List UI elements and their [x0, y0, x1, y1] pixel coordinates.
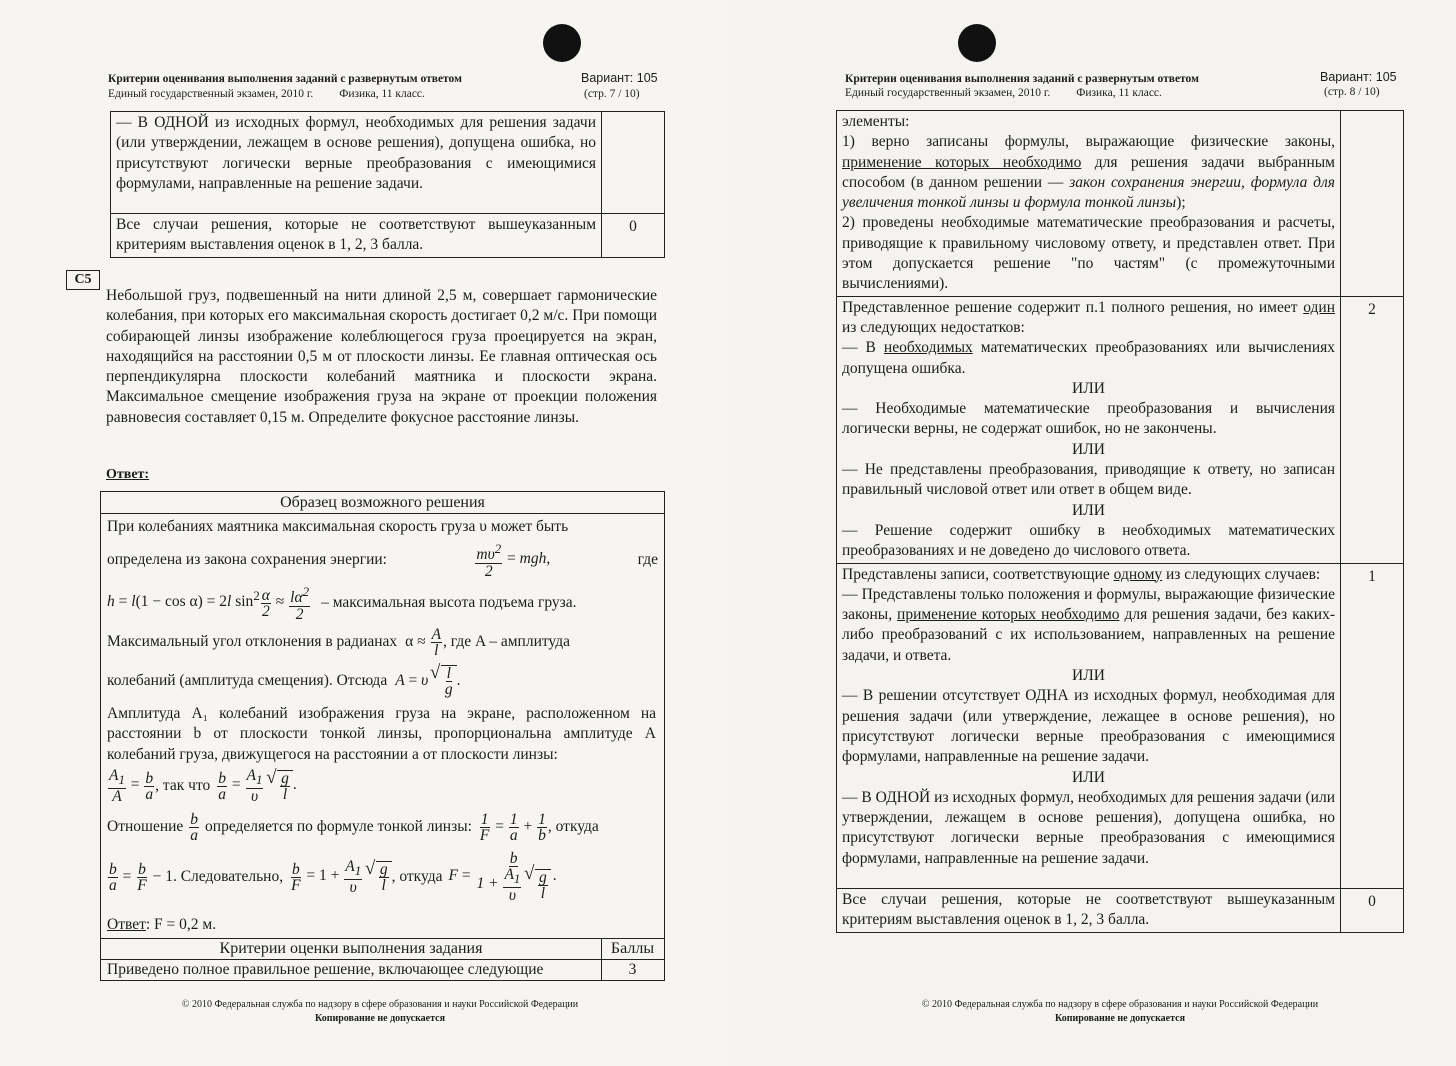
- header-title: Критерии оценивания выполнения заданий с развернутым ответом: [108, 73, 462, 85]
- solution-line: [107, 540, 658, 580]
- criteria-points: 0: [602, 214, 665, 258]
- criteria-text: из следующих недостатков:: [842, 318, 1025, 336]
- emphasis: одному: [1113, 565, 1163, 583]
- criteria-text: — Необходимые математические преобразования и вычисления логически верны, не содержат ошибок, но не закончены.: [842, 400, 1335, 438]
- criteria-text: — В ОДНОЙ из исходных формул, необходимых для решения задачи (или утверждении, лежащем в основе решения), допущена ошибка, но присутствуют логически верные преобразования с имеющимися формулами, направленные на решение задачи.: [842, 788, 1335, 867]
- criteria-text: для решения задачи, без каких-либо преобразований с их использованием, направленных на решение задачи, и ответа.: [842, 606, 1335, 664]
- criteria-text: Все случаи решения, которые не соответствуют вышеуказанным критериям выставления оценок в 1, 2, 3 балла.: [111, 214, 602, 258]
- criteria-table-continued: [110, 111, 665, 258]
- criteria-text: математических преобразованиях или вычислениях допущена ошибка.: [842, 339, 1336, 377]
- criteria-text: 2) проведены необходимые математические преобразования и расчеты, приводящие к правильному числовому ответу, и представлен ответ. При этом допускается решение "по частям" (с промежуточными вычислениями).: [842, 214, 1335, 293]
- solution-text: определена из закона сохранения энергии:: [107, 551, 387, 568]
- criteria-points: 3: [628, 961, 637, 978]
- subject-name: Физика, 11 класс.: [1076, 87, 1162, 99]
- answer-label: Ответ:: [106, 467, 150, 482]
- solution-text: Максимальный угол отклонения в радианах: [107, 633, 398, 650]
- criteria-points: 2: [1341, 296, 1404, 563]
- subject-name: Физика, 11 класс.: [339, 88, 425, 100]
- solution-text: колебаний (амплитуда смещения). Отсюда: [107, 672, 388, 689]
- header-title: Критерии оценивания выполнения заданий с развернутым ответом: [845, 73, 1199, 85]
- solution-paragraph: Амплитуда A₁ колебаний изображения груза на экране, расположенном на расстоянии b от плоскости тонкой линзы, пропорциональна амплитуде A колебаний груза, движущегося на расстоянии a от плоскости линзы:: [107, 705, 656, 763]
- emphasis: необходимых: [883, 339, 973, 357]
- solution-line: [107, 662, 658, 700]
- criteria-text: из следующих случаев:: [1166, 565, 1321, 583]
- solution-text: , где A – амплитуда: [443, 633, 570, 650]
- task-label: С5: [66, 270, 100, 290]
- formula-ratio: $\frac{b}{a}$ = $\frac{A_1}{\upsilon}$ √ $\frac{g}{l}$ .: [216, 768, 296, 803]
- table-row: [837, 111, 1404, 297]
- criteria-text: — Решение содержит ошибку в необходимых математических преобразованиях и не доведено до числового ответа.: [842, 521, 1335, 560]
- criteria-points: 1: [1341, 563, 1404, 888]
- criteria-text: — В решении отсутствует ОДНА из исходных формул, необходимая для решения задачи (или утверждение, лежащее в основе решения), но присутствуют логически верные преобразования с имеющимися формулами, направленные на решение задачи.: [842, 687, 1335, 766]
- criteria-cell: [837, 563, 1341, 888]
- criteria-text: Приведено полное правильное решение, включающее следующие: [107, 961, 544, 978]
- formula-amplitude: A = υ √ $\frac{l}{g}$ .: [395, 665, 460, 697]
- criteria-text: Все случаи решения, которые не соответствуют вышеуказанным критериям выставления оценок в 1, 2, 3 балла.: [837, 888, 1341, 932]
- criteria-text: Представлены записи, соответствующие: [842, 565, 1110, 583]
- solution-header: Образец возможного решения: [101, 492, 664, 514]
- page-8: [728, 0, 1456, 1066]
- solution-text: где: [637, 551, 658, 568]
- footer: [890, 998, 1350, 1026]
- criteria-points: [602, 112, 665, 214]
- exam-name: Единый государственный экзамен, 2010 г.: [845, 87, 1051, 99]
- criteria-item: [842, 132, 1335, 213]
- table-row: [837, 563, 1404, 888]
- formula-height: h = l(1 − cos α) = 2l $\sin^2$ $\frac{\alpha}{2}$ ≈ $\frac{l\alpha^2}{2}$: [107, 584, 310, 623]
- solution-box: [100, 491, 665, 981]
- formula-b-over-a: $\frac{b}{a}$ = $\frac{b}{F}$ − 1: [109, 860, 173, 894]
- page-number: (стр. 7 / 10): [584, 88, 640, 100]
- formula-lens: $\frac{1}{F}$ = $\frac{1}{a}$ + $\frac{1}{b}$: [479, 810, 546, 844]
- footer-copyright: © 2010 Федеральная служба по надзору в сфере образования и науки Российской Федерации: [921, 999, 1319, 1010]
- solution-text: , откуда: [391, 868, 443, 885]
- punch-hole: [958, 24, 996, 62]
- table-row: [111, 112, 665, 214]
- formula-energy: $\frac{m\upsilon^2}{2}$ = mgh,: [476, 541, 551, 580]
- emphasis: применение которых необходимо: [897, 606, 1120, 624]
- footer-notice: Копирование не допускается: [314, 1013, 446, 1024]
- solution-line: [107, 624, 658, 660]
- page-number: (стр. 8 / 10): [1324, 86, 1380, 98]
- header-exam: [108, 88, 425, 100]
- criteria-header-row: [101, 938, 664, 960]
- criteria-text: );: [1176, 194, 1186, 212]
- criteria-text: Представленное решение содержит п.1 полного решения, но имеет: [842, 298, 1298, 316]
- formula-angle: α ≈ $\frac{A}{l}$: [405, 625, 442, 659]
- solution-answer: [107, 916, 658, 936]
- footer-notice: Копирование не допускается: [1054, 1013, 1186, 1024]
- column-divider: [601, 938, 602, 980]
- or-separator: ИЛИ: [1072, 667, 1105, 685]
- formula-b-over-f: $\frac{b}{F}$ = 1 + $\frac{A_1}{\upsilon}$ √ $\frac{g}{l}$: [289, 859, 392, 894]
- criteria-text: — В: [842, 339, 876, 357]
- criteria-table: [836, 110, 1404, 933]
- criteria-text: для решения задачи выбранным способом (в данном решении —: [842, 153, 1335, 191]
- table-row: [111, 214, 665, 258]
- footer: [150, 998, 610, 1026]
- criteria-points: 0: [1341, 888, 1404, 932]
- criteria-text: 1) верно записаны формулы, выражающие физические законы,: [842, 133, 1335, 151]
- emphasis: закон сохранения энергии, формула для увеличения тонкой линзы и формула тонкой линзы: [842, 173, 1335, 212]
- table-row: [837, 888, 1404, 932]
- solution-text: – максимальная высота подъема груза.: [321, 594, 577, 611]
- criteria-text: — Не представлены преобразования, приводящие к ответу, но записан правильный числовой ответ или ответ в общем виде.: [842, 461, 1335, 499]
- solution-text: определяется по формуле тонкой линзы:: [205, 818, 472, 835]
- criteria-text: элементы:: [842, 113, 910, 130]
- criteria-cell: [837, 296, 1341, 563]
- points-header: Баллы: [610, 940, 655, 957]
- solution-line: [107, 584, 658, 622]
- solution-text: , так что: [155, 777, 211, 794]
- task-text: Небольшой груз, подвешенный на нити длиной 2,5 м, совершает гармонические колебания, при которых его максимальная скорость достигает 0,2 м/с. При помощи собирающей линзы изображение колеблющегося груза проецируется на экран, находящийся на расстоянии 0,5 м от плоскости линзы. Ее главная оптическая ось перпендикулярна плоскости колебаний маятника и плоскости экрана. Максимальное смещение изображения груза на экране от проекции положения равновесия составляет 0,15 м. Определите фокусное расстояние линзы.: [106, 287, 657, 426]
- solution-text: . Следовательно,: [172, 868, 284, 885]
- footer-copyright: © 2010 Федеральная служба по надзору в сфере образования и науки Российской Федерации: [181, 999, 579, 1010]
- solution-text: , откуда: [547, 818, 599, 835]
- formula-focal: F = b 1 + $\frac{A_1}{\upsilon}$ √ $\frac{g}{l}$ .: [449, 851, 557, 902]
- solution-text: При колебаниях маятника максимальная скорость груза υ может быть: [107, 518, 569, 535]
- exam-name: Единый государственный экзамен, 2010 г.: [108, 88, 314, 100]
- solution-line: [107, 516, 658, 538]
- table-row: [837, 296, 1404, 563]
- variant-label: Вариант: 105: [1320, 70, 1397, 84]
- criteria-text: — В ОДНОЙ из исходных формул, необходимых для решения задачи (или утверждении, лежащем в основе решения), допущена ошибка, но присутствуют логически верные преобразования с имеющимися формулами, направленные на решение задачи.: [111, 112, 602, 214]
- or-separator: ИЛИ: [1072, 379, 1105, 397]
- punch-hole: [543, 24, 581, 62]
- criteria-header: Критерии оценки выполнения задания: [219, 940, 483, 957]
- header-exam: [845, 87, 1162, 99]
- or-separator: ИЛИ: [1072, 501, 1105, 519]
- criteria-text: — Представлены только положения и формулы, выражающие физические законы,: [842, 585, 1335, 624]
- solution-line: Отношение $\frac{b}{a}$ определяется по формуле тонкой линзы: $\frac{1}{F}$ = $\frac{1}{a}$ + $\frac{1}{b}$ , откуда: [107, 810, 599, 844]
- criteria-points: [1341, 111, 1404, 297]
- emphasis: применение которых необходимо: [842, 153, 1082, 171]
- variant-label: Вариант: 105: [581, 71, 658, 85]
- solution-line: [107, 766, 658, 806]
- answer-word: Ответ: [107, 916, 146, 933]
- criteria-row: [101, 960, 664, 980]
- emphasis: один: [1303, 298, 1335, 316]
- or-separator: ИЛИ: [1072, 440, 1105, 458]
- or-separator: ИЛИ: [1072, 768, 1105, 786]
- criteria-cell: [837, 111, 1341, 297]
- answer-value: : F = 0,2 м.: [145, 916, 217, 933]
- formula-proportion: $\frac{A_1}{A}$ = $\frac{b}{a}$: [109, 767, 154, 805]
- solution-line: [107, 848, 658, 906]
- solution-text: Отношение: [107, 818, 184, 835]
